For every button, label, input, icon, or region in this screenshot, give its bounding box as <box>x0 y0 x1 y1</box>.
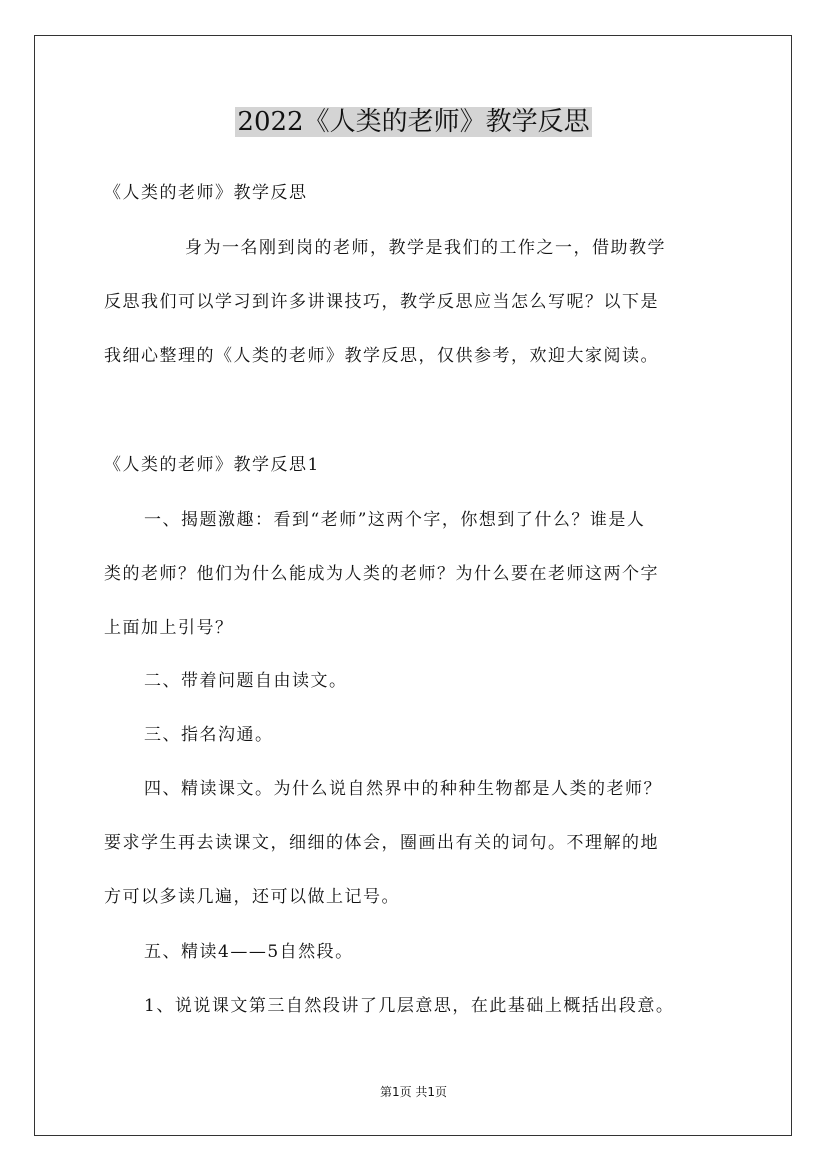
subtitle-line: 《人类的老师》教学反思 <box>104 183 308 203</box>
paragraph-line: 上面加上引号？ <box>104 618 234 638</box>
paragraph-line: 1、说说课文第三自然段讲了几层意思，在此基础上概括出段意。 <box>144 996 675 1016</box>
paragraph-line: 五、精读4——5自然段。 <box>144 942 354 962</box>
paragraph-line: 方可以多读几遍，还可以做上记号。 <box>104 887 400 907</box>
paragraph-line: 反思我们可以学习到许多讲课技巧，教学反思应当怎么写呢？以下是 <box>104 292 659 312</box>
document-title-text: 2022《人类的老师》教学反思 <box>237 107 590 137</box>
paragraph-line: 四、精读课文。为什么说自然界中的种种生物都是人类的老师？ <box>144 779 662 799</box>
paragraph-line: 要求学生再去读课文，细细的体会，圈画出有关的词句。不理解的地 <box>104 833 659 853</box>
paragraph-line: 一、揭题激趣：看到“老师”这两个字，你想到了什么？谁是人 <box>144 510 646 530</box>
page-footer: 第1页 共1页 <box>379 1085 448 1099</box>
paragraph-line: 类的老师？他们为什么能成为人类的老师？为什么要在老师这两个字 <box>104 564 659 584</box>
section-heading: 《人类的老师》教学反思1 <box>104 455 320 475</box>
paragraph-line: 我细心整理的《人类的老师》教学反思，仅供参考，欢迎大家阅读。 <box>104 346 659 366</box>
paragraph-line: 三、指名沟通。 <box>144 725 274 745</box>
document-title <box>0 102 827 142</box>
paragraph-line: 二、带着问题自由读文。 <box>144 671 348 691</box>
paragraph-line: 身为一名刚到岗的老师，教学是我们的工作之一，借助教学 <box>185 238 666 258</box>
